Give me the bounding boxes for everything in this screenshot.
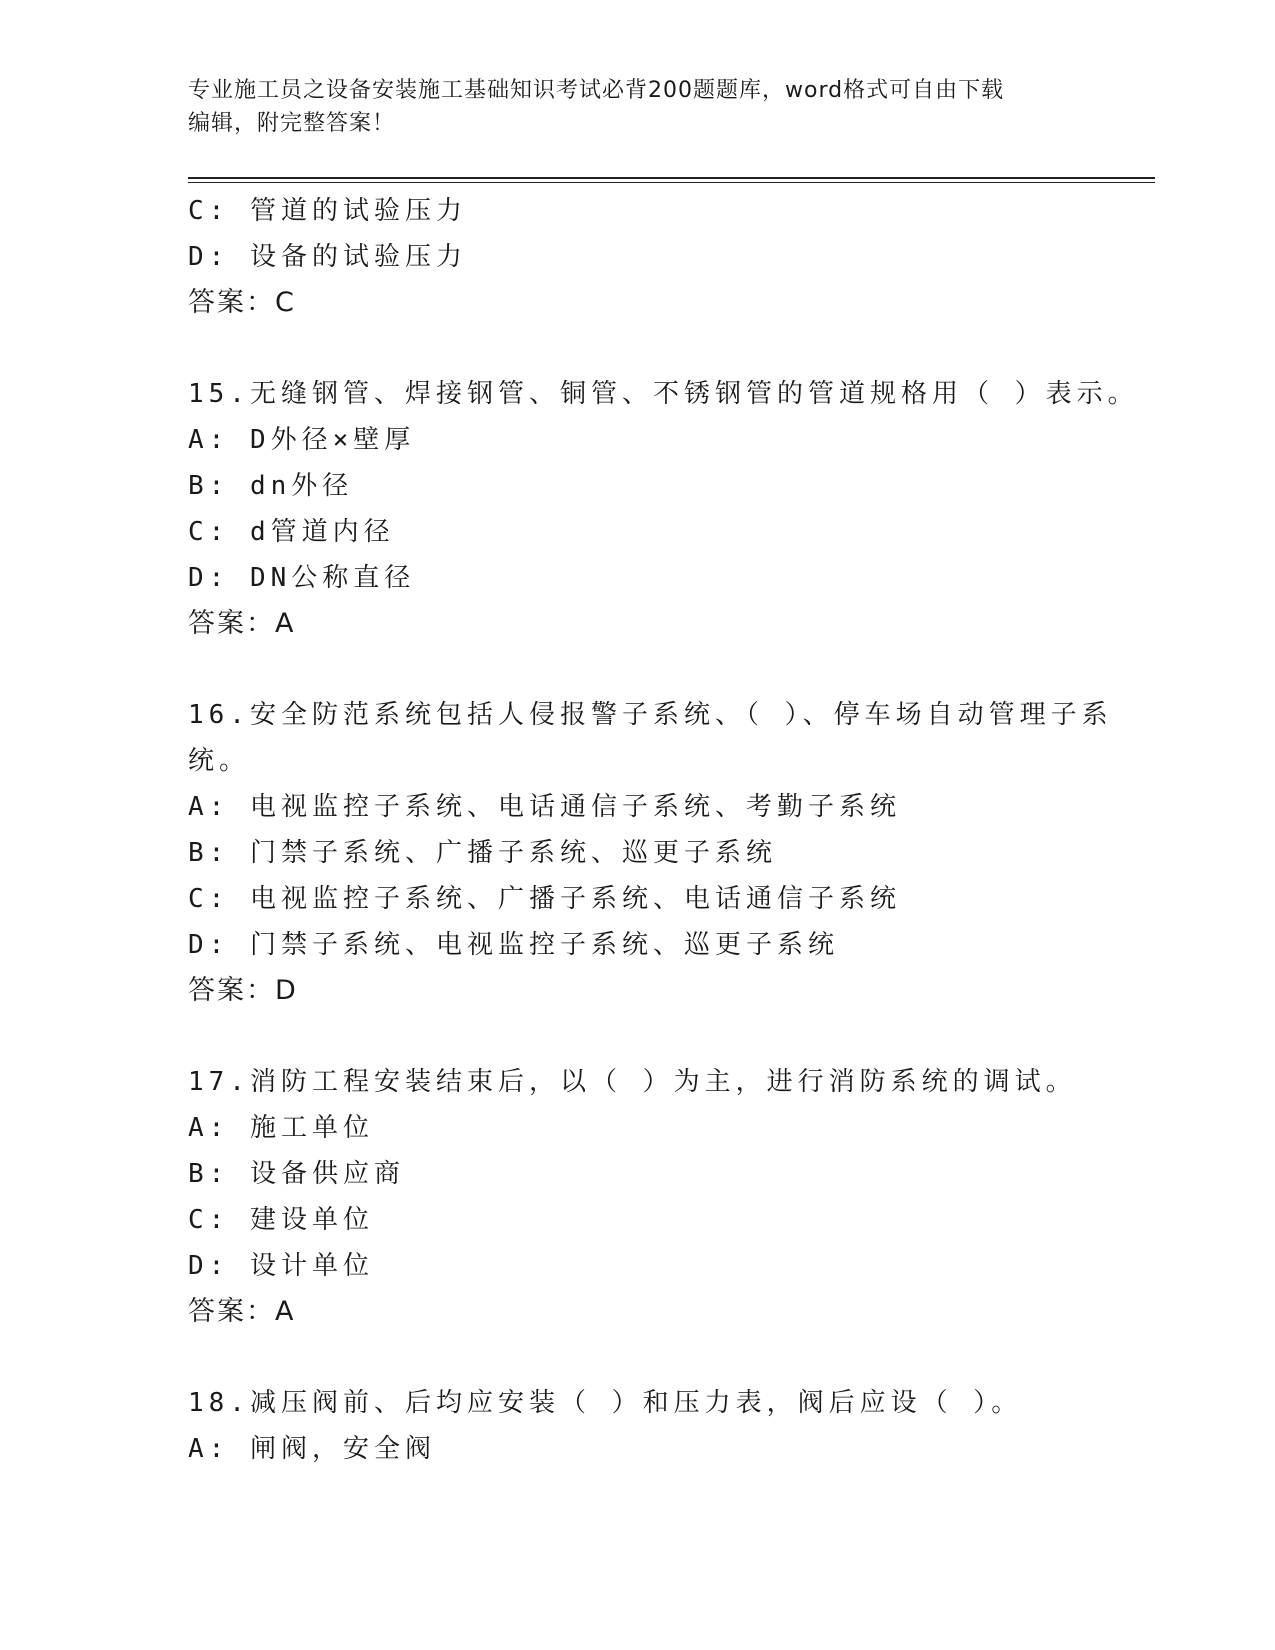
- option-d: [188, 555, 1068, 601]
- option-a: [188, 1426, 1068, 1472]
- answer-line: 答案：D: [188, 975, 298, 1006]
- option-c: [188, 188, 1068, 234]
- option-text: D外径×壁厚: [249, 425, 416, 455]
- option-text: d管道内径: [249, 517, 395, 547]
- question-stem-line-1: 16.安全防范系统包括人侵报警子系统、（ ）、停车场自动管理子系: [188, 700, 1113, 730]
- option-text: 施工单位: [249, 1113, 374, 1143]
- option-text: 设备供应商: [249, 1159, 405, 1189]
- option-label: C:: [188, 884, 230, 914]
- header-divider-thick: [188, 177, 1155, 179]
- question-stem: 17.消防工程安装结束后，以（ ）为主，进行消防系统的调试。: [188, 1067, 1077, 1097]
- option-text: dn外径: [249, 471, 354, 501]
- option-text: 设计单位: [249, 1251, 374, 1281]
- question-16: [188, 692, 1113, 1014]
- option-label: B:: [188, 471, 230, 501]
- option-label: A:: [188, 1113, 230, 1143]
- option-label: D:: [188, 563, 230, 593]
- option-b: [188, 830, 1068, 876]
- option-c: [188, 509, 1068, 555]
- option-label: B:: [188, 838, 230, 868]
- question-stem-line-2: 统。: [188, 746, 251, 776]
- option-text: DN公称直径: [249, 563, 416, 593]
- option-text: 闸阀，安全阀: [249, 1434, 436, 1464]
- question-14-tail: [188, 188, 1068, 326]
- answer-line: 答案：C: [188, 287, 296, 318]
- option-text: 电视监控子系统、电话通信子系统、考勤子系统: [249, 792, 901, 822]
- option-label: A:: [188, 1434, 230, 1464]
- option-label: C:: [188, 1205, 230, 1235]
- option-text: 管道的试验压力: [249, 196, 467, 226]
- option-b: [188, 463, 1068, 509]
- document-header: [188, 74, 1088, 140]
- option-c: [188, 876, 1068, 922]
- option-text: 门禁子系统、广播子系统、巡更子系统: [249, 838, 777, 868]
- option-text: 设备的试验压力: [249, 242, 467, 272]
- option-label: A:: [188, 425, 230, 455]
- option-b: [188, 1151, 1068, 1197]
- option-label: A:: [188, 792, 230, 822]
- option-label: D:: [188, 930, 230, 960]
- option-text: 门禁子系统、电视监控子系统、巡更子系统: [249, 930, 839, 960]
- option-label: C:: [188, 196, 230, 226]
- header-title-line-2: 编辑，附完整答案！: [188, 111, 396, 136]
- option-label: B:: [188, 1159, 230, 1189]
- option-d: [188, 922, 1068, 968]
- option-label: D:: [188, 1251, 230, 1281]
- option-a: [188, 417, 1068, 463]
- question-list: [188, 188, 1139, 1472]
- question-15: [188, 371, 1139, 647]
- question-18: [188, 1380, 1068, 1472]
- answer-line: 答案：A: [188, 1296, 296, 1327]
- option-a: [188, 1105, 1068, 1151]
- header-title-line-1: 专业施工员之设备安装施工基础知识考试必背200题题库，word格式可自由下载: [188, 78, 1005, 103]
- header-divider-thin: [188, 182, 1155, 183]
- option-text: 电视监控子系统、广播子系统、电话通信子系统: [249, 884, 901, 914]
- option-text: 建设单位: [249, 1205, 374, 1235]
- option-label: C:: [188, 517, 230, 547]
- question-stem: 18.减压阀前、后均应安装（ ）和压力表，阀后应设（ ）。: [188, 1388, 1023, 1418]
- option-label: D:: [188, 242, 230, 272]
- question-stem: 15.无缝钢管、焊接钢管、铜管、不锈钢管的管道规格用（ ）表示。: [188, 379, 1139, 409]
- option-c: [188, 1197, 1068, 1243]
- option-a: [188, 784, 1068, 830]
- answer-line: 答案：A: [188, 608, 296, 639]
- option-d: [188, 234, 1068, 280]
- option-d: [188, 1243, 1068, 1289]
- question-17: [188, 1059, 1077, 1335]
